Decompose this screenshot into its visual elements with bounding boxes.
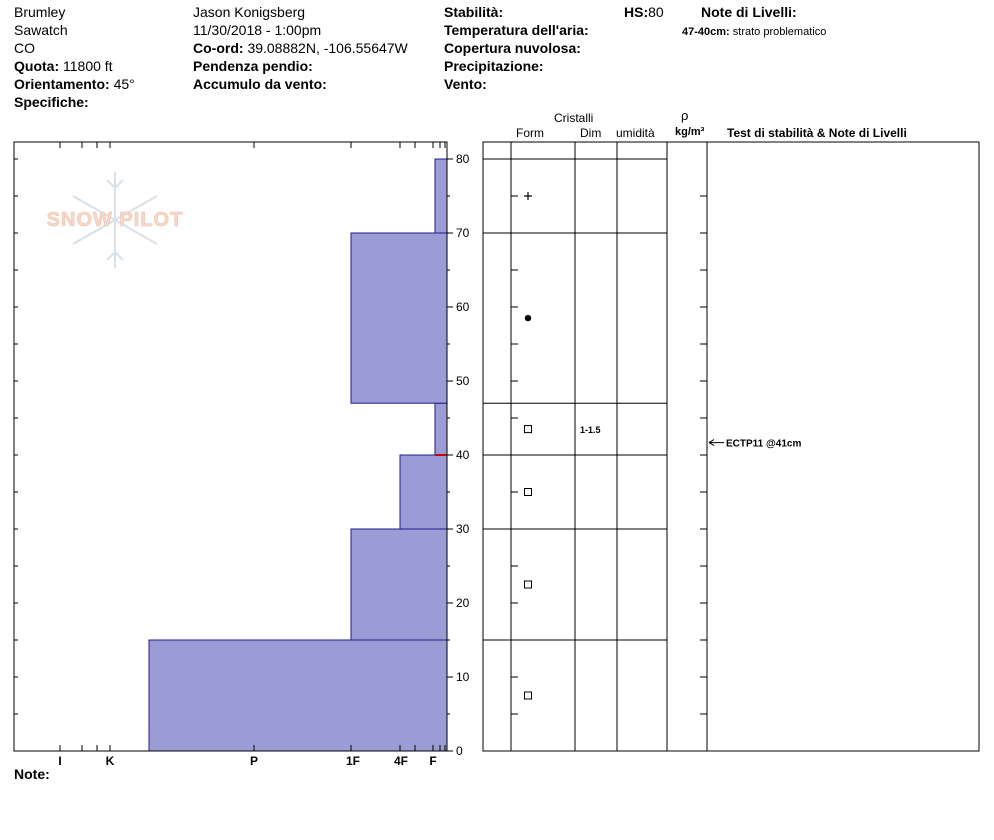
hardness-bar-0	[149, 640, 447, 751]
hardness-label-P: P	[249, 754, 259, 768]
y-label-40: 40	[456, 448, 470, 462]
dim-header: Dim	[580, 126, 602, 140]
hs-label: HS:	[624, 4, 649, 20]
layer-note-range: 47-40cm:	[682, 26, 730, 38]
layer-notes-title: Note di Livelli:	[701, 4, 797, 20]
y-label-30: 30	[456, 522, 470, 536]
cloud-cover-label: Copertura nuvolosa:	[444, 40, 581, 56]
layer-table-texts	[580, 425, 801, 450]
density-unit: kg/m³	[675, 126, 705, 138]
y-label-50: 50	[456, 374, 470, 388]
grain-size-43: 1-1.5	[580, 425, 601, 436]
moisture-header: umidità	[616, 126, 655, 140]
y-axis-labels	[456, 152, 470, 758]
new-snow-symbol-0	[524, 192, 532, 200]
y-label-80: 80	[456, 152, 470, 166]
crystals-title: Cristalli	[554, 111, 594, 125]
mountain-range: Sawatch	[14, 22, 68, 38]
hardness-bar-1	[351, 529, 447, 640]
hardness-label-F: F	[429, 754, 437, 768]
site-name: Brumley	[14, 4, 66, 20]
elevation-value: 11800 ft	[63, 58, 113, 74]
layer-note-text: strato problematico	[732, 26, 827, 38]
hardness-bar-4	[351, 233, 447, 403]
aspect-value: 45°	[113, 76, 135, 92]
specifics-label: Specifiche:	[14, 94, 89, 110]
precipitation-label: Precipitazione:	[444, 58, 544, 74]
y-label-60: 60	[456, 300, 470, 314]
state: CO	[14, 40, 35, 56]
density-symbol: ρ	[681, 108, 689, 123]
hardness-label-I: I	[58, 754, 62, 768]
hardness-bar-3	[435, 403, 447, 455]
y-label-0: 0	[456, 744, 463, 758]
hardness-bar-5	[435, 159, 447, 233]
wind-loading-label: Accumulo da vento:	[193, 76, 327, 92]
hs-value: 80	[648, 4, 664, 20]
hardness-label-K: K	[105, 754, 115, 768]
elevation-label: Quota:	[14, 58, 60, 74]
slope-label: Pendenza pendio:	[193, 58, 313, 74]
hardness-label-4F: 4F	[393, 754, 409, 768]
hardness-layers	[149, 159, 447, 751]
hardness-label-1F: 1F	[345, 754, 361, 768]
coord-label: Co-ord:	[193, 40, 244, 56]
crystal-symbols	[524, 192, 532, 699]
observation-datetime: 11/30/2018 - 1:00pm	[193, 22, 322, 38]
rounded-grains-symbol-1	[525, 315, 531, 321]
coord-value: 39.08882N, -106.55647W	[247, 40, 408, 56]
watermark-text: SNOW PILOT	[46, 209, 184, 231]
faceted-symbol-4	[525, 581, 532, 588]
notes-label: Note:	[14, 766, 50, 782]
y-label-10: 10	[456, 670, 470, 684]
hardness-bar-2	[400, 455, 447, 529]
snowpilot-watermark	[47, 172, 184, 268]
stability-label: Stabilità:	[444, 4, 504, 20]
wind-label: Vento:	[444, 76, 487, 92]
aspect-label: Orientamento:	[14, 76, 110, 92]
stability-notes-header: Test di stabilità & Note di Livelli	[727, 126, 907, 140]
y-label-70: 70	[456, 226, 470, 240]
observer-name: Jason Konigsberg	[193, 4, 306, 20]
stability-test-label-0: ECTP11 @41cm	[726, 438, 802, 450]
x-axis-labels	[58, 754, 436, 768]
air-temp-label: Temperatura dell'aria:	[444, 22, 589, 38]
y-label-20: 20	[456, 596, 470, 610]
form-header: Form	[516, 126, 544, 140]
faceted-symbol-5	[525, 692, 532, 699]
stability-test-arrow-0	[709, 440, 724, 446]
faceted-symbol-3	[525, 489, 532, 496]
faceted-symbol-2	[525, 426, 532, 433]
